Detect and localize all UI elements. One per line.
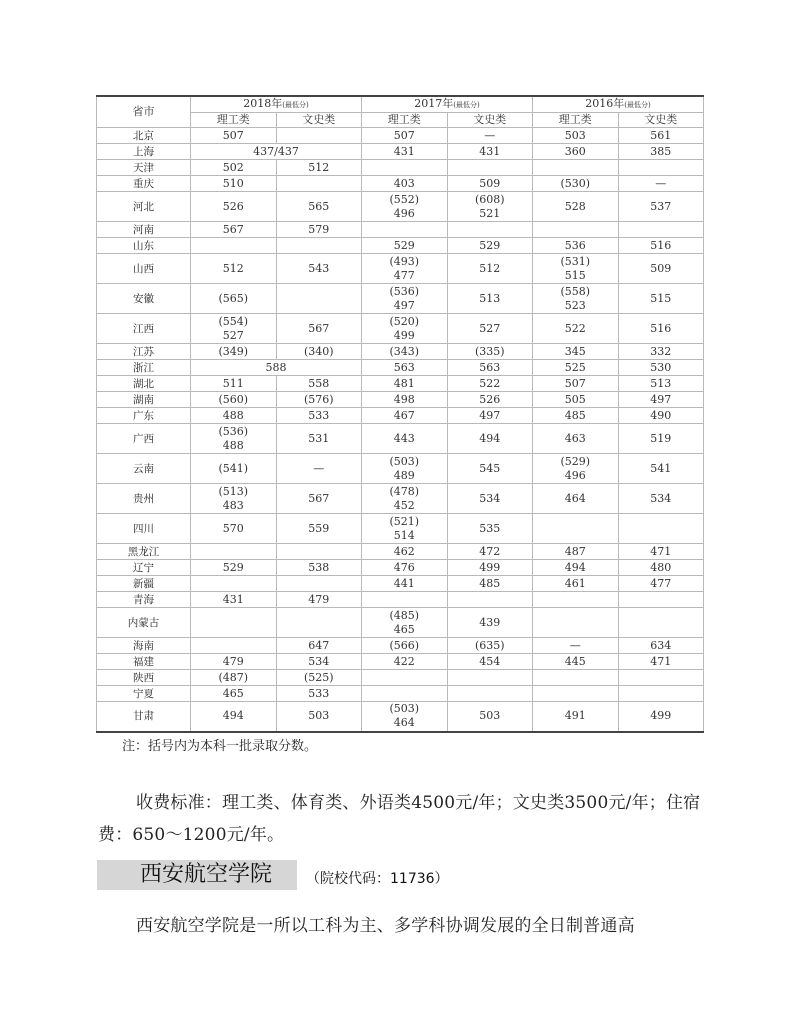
score-cell: 480 xyxy=(618,560,704,576)
score-cell: 471 xyxy=(618,544,704,560)
score-cell xyxy=(447,222,533,238)
province-cell: 内蒙古 xyxy=(97,608,191,638)
table-row xyxy=(97,702,704,732)
fee-standard-paragraph: 收费标准：理工类、体育类、外语类4500元/年；文史类3500元/年；住宿费：650～1200元/年。 xyxy=(98,793,701,845)
score-cell: 431 xyxy=(362,144,448,160)
score-cell xyxy=(276,128,362,144)
score-cell: (487) xyxy=(191,670,277,686)
score-cell xyxy=(533,670,619,686)
province-cell: 安徽 xyxy=(97,284,191,314)
score-cell: 579 xyxy=(276,222,362,238)
table-row xyxy=(97,608,704,638)
score-cell: (530) xyxy=(533,176,619,192)
score-cell: 499 xyxy=(447,560,533,576)
province-cell: 宁夏 xyxy=(97,686,191,702)
score-cell: 529 xyxy=(191,560,277,576)
province-cell: 湖南 xyxy=(97,392,191,408)
score-cell: 534 xyxy=(618,484,704,514)
score-cell: 528 xyxy=(533,192,619,222)
score-cell: (552) 496 xyxy=(362,192,448,222)
score-cell: (349) xyxy=(191,344,277,360)
table-row xyxy=(97,670,704,686)
year-header-2018 xyxy=(191,96,362,113)
score-cell: (531) 515 xyxy=(533,254,619,284)
admission-score-table xyxy=(96,95,704,733)
province-cell: 贵州 xyxy=(97,484,191,514)
score-cell: 511 xyxy=(191,376,277,392)
score-cell xyxy=(618,514,704,544)
score-cell: — xyxy=(276,454,362,484)
table-row xyxy=(97,144,704,160)
score-cell: 527 xyxy=(447,314,533,344)
school-code: （院校代码：11736） xyxy=(306,871,449,887)
province-header: 省市 xyxy=(97,96,191,128)
score-cell xyxy=(276,608,362,638)
subheader-science: 理工类 xyxy=(362,113,448,128)
score-cell: 509 xyxy=(618,254,704,284)
score-cell: (541) xyxy=(191,454,277,484)
score-cell: 499 xyxy=(618,702,704,732)
score-cell xyxy=(533,514,619,544)
province-cell: 广西 xyxy=(97,424,191,454)
score-cell xyxy=(533,160,619,176)
score-cell: (536) 497 xyxy=(362,284,448,314)
score-cell: 530 xyxy=(618,360,704,376)
score-cell: — xyxy=(447,128,533,144)
province-cell: 江苏 xyxy=(97,344,191,360)
score-cell: 360 xyxy=(533,144,619,160)
score-cell: 507 xyxy=(362,128,448,144)
score-cell: 494 xyxy=(191,702,277,732)
score-cell: (503) 464 xyxy=(362,702,448,732)
table-row xyxy=(97,176,704,192)
score-cell: 497 xyxy=(618,392,704,408)
table-row xyxy=(97,654,704,670)
score-cell: 533 xyxy=(276,686,362,702)
table-row xyxy=(97,560,704,576)
table-row xyxy=(97,192,704,222)
score-cell: 491 xyxy=(533,702,619,732)
table-row xyxy=(97,128,704,144)
score-cell: 439 xyxy=(447,608,533,638)
table-row xyxy=(97,454,704,484)
score-cell: (536) 488 xyxy=(191,424,277,454)
score-cell xyxy=(533,686,619,702)
subheader-science: 理工类 xyxy=(533,113,619,128)
province-cell: 浙江 xyxy=(97,360,191,376)
score-cell: 559 xyxy=(276,514,362,544)
score-cell: 516 xyxy=(618,314,704,344)
score-cell: 515 xyxy=(618,284,704,314)
score-cell xyxy=(533,222,619,238)
score-cell: — xyxy=(533,638,619,654)
score-cell: 533 xyxy=(276,408,362,424)
province-cell: 陕西 xyxy=(97,670,191,686)
score-cell: 565 xyxy=(276,192,362,222)
score-cell: 512 xyxy=(191,254,277,284)
score-cell: (520) 499 xyxy=(362,314,448,344)
subheader-arts: 文史类 xyxy=(447,113,533,128)
table-row xyxy=(97,360,704,376)
score-cell xyxy=(191,638,277,654)
year-note: (最低分) xyxy=(453,101,480,109)
school-title: 西安航空学院 xyxy=(140,862,273,887)
score-cell: (608) 521 xyxy=(447,192,533,222)
score-cell: 526 xyxy=(447,392,533,408)
score-cell: (478) 452 xyxy=(362,484,448,514)
province-cell: 云南 xyxy=(97,454,191,484)
score-cell: (525) xyxy=(276,670,362,686)
score-cell: 332 xyxy=(618,344,704,360)
table-row xyxy=(97,592,704,608)
score-cell: 497 xyxy=(447,408,533,424)
score-cell: 494 xyxy=(533,560,619,576)
score-cell: 525 xyxy=(533,360,619,376)
province-cell: 重庆 xyxy=(97,176,191,192)
score-cell: 345 xyxy=(533,344,619,360)
province-cell: 江西 xyxy=(97,314,191,344)
score-cell: 403 xyxy=(362,176,448,192)
province-cell: 福建 xyxy=(97,654,191,670)
score-cell xyxy=(618,222,704,238)
score-cell: 509 xyxy=(447,176,533,192)
score-cell: 563 xyxy=(447,360,533,376)
score-cell: 545 xyxy=(447,454,533,484)
score-cell: 479 xyxy=(191,654,277,670)
score-cell: 502 xyxy=(191,160,277,176)
score-cell: 535 xyxy=(447,514,533,544)
score-cell: 512 xyxy=(276,160,362,176)
score-cell: 507 xyxy=(191,128,277,144)
score-cell: 467 xyxy=(362,408,448,424)
score-cell xyxy=(362,222,448,238)
score-cell: 510 xyxy=(191,176,277,192)
table-row xyxy=(97,408,704,424)
score-cell: 479 xyxy=(276,592,362,608)
table-footnote: 注：括号内为本科一批录取分数。 xyxy=(122,739,318,754)
table-row xyxy=(97,392,704,408)
score-cell: 490 xyxy=(618,408,704,424)
province-cell: 北京 xyxy=(97,128,191,144)
score-cell: 543 xyxy=(276,254,362,284)
score-cell xyxy=(276,284,362,314)
year-header-2016 xyxy=(533,96,704,113)
province-cell: 新疆 xyxy=(97,576,191,592)
score-cell: 538 xyxy=(276,560,362,576)
score-cell: 462 xyxy=(362,544,448,560)
subheader-science: 理工类 xyxy=(191,113,277,128)
score-cell: 558 xyxy=(276,376,362,392)
score-cell xyxy=(362,160,448,176)
table-row xyxy=(97,576,704,592)
score-cell: 472 xyxy=(447,544,533,560)
score-cell: 541 xyxy=(618,454,704,484)
score-cell: 503 xyxy=(533,128,619,144)
score-cell xyxy=(276,176,362,192)
province-cell: 山西 xyxy=(97,254,191,284)
score-cell xyxy=(618,608,704,638)
score-cell xyxy=(362,670,448,686)
score-cell: (558) 523 xyxy=(533,284,619,314)
score-cell: 567 xyxy=(276,314,362,344)
year-note: (最低分) xyxy=(624,101,651,109)
score-cell: (554) 527 xyxy=(191,314,277,344)
score-cell: 454 xyxy=(447,654,533,670)
province-cell: 河南 xyxy=(97,222,191,238)
year-label: 2016年 xyxy=(585,97,625,110)
table-row xyxy=(97,314,704,344)
score-cell: 505 xyxy=(533,392,619,408)
score-cell xyxy=(533,608,619,638)
score-cell: 498 xyxy=(362,392,448,408)
score-cell-merged: 437/437 xyxy=(191,144,362,160)
score-cell: 519 xyxy=(618,424,704,454)
score-cell: 441 xyxy=(362,576,448,592)
score-cell: 431 xyxy=(191,592,277,608)
score-cell xyxy=(276,576,362,592)
score-cell: 522 xyxy=(533,314,619,344)
score-cell xyxy=(276,544,362,560)
score-cell xyxy=(447,686,533,702)
province-cell: 上海 xyxy=(97,144,191,160)
score-cell: 529 xyxy=(362,238,448,254)
score-cell xyxy=(191,238,277,254)
score-cell: 443 xyxy=(362,424,448,454)
table-row xyxy=(97,544,704,560)
score-cell xyxy=(191,576,277,592)
table-row xyxy=(97,344,704,360)
score-cell: 503 xyxy=(276,702,362,732)
subheader-arts: 文史类 xyxy=(618,113,704,128)
table-row xyxy=(97,222,704,238)
score-cell: 464 xyxy=(533,484,619,514)
score-cell: 531 xyxy=(276,424,362,454)
province-cell: 黑龙江 xyxy=(97,544,191,560)
score-cell: 634 xyxy=(618,638,704,654)
score-cell: 537 xyxy=(618,192,704,222)
score-cell: 503 xyxy=(447,702,533,732)
score-cell: 385 xyxy=(618,144,704,160)
score-cell xyxy=(447,670,533,686)
score-cell: 471 xyxy=(618,654,704,670)
score-cell: 422 xyxy=(362,654,448,670)
score-cell xyxy=(362,686,448,702)
score-cell: 465 xyxy=(191,686,277,702)
year-note: (最低分) xyxy=(282,101,309,109)
score-cell: — xyxy=(618,176,704,192)
province-cell: 甘肃 xyxy=(97,702,191,732)
score-cell: 561 xyxy=(618,128,704,144)
table-row xyxy=(97,238,704,254)
score-cell xyxy=(362,592,448,608)
score-cell: 516 xyxy=(618,238,704,254)
province-cell: 海南 xyxy=(97,638,191,654)
year-label: 2018年 xyxy=(243,97,283,110)
score-cell: 563 xyxy=(362,360,448,376)
subheader-arts: 文史类 xyxy=(276,113,362,128)
score-cell: 567 xyxy=(276,484,362,514)
province-cell: 青海 xyxy=(97,592,191,608)
table-row xyxy=(97,284,704,314)
province-cell: 天津 xyxy=(97,160,191,176)
score-cell: (565) xyxy=(191,284,277,314)
school-intro-paragraph: 西安航空学院是一所以工科为主、多学科协调发展的全日制普通高 xyxy=(136,916,635,936)
score-cell xyxy=(618,686,704,702)
score-cell: 526 xyxy=(191,192,277,222)
score-cell: 445 xyxy=(533,654,619,670)
score-cell: (343) xyxy=(362,344,448,360)
score-cell: 481 xyxy=(362,376,448,392)
score-cell: 485 xyxy=(447,576,533,592)
score-cell: 529 xyxy=(447,238,533,254)
score-cell xyxy=(618,670,704,686)
score-cell: 567 xyxy=(191,222,277,238)
score-cell: (335) xyxy=(447,344,533,360)
score-cell: (521) 514 xyxy=(362,514,448,544)
score-cell: (576) xyxy=(276,392,362,408)
score-cell: 494 xyxy=(447,424,533,454)
score-cell: 507 xyxy=(533,376,619,392)
score-cell: 463 xyxy=(533,424,619,454)
score-cell: 647 xyxy=(276,638,362,654)
score-cell: 512 xyxy=(447,254,533,284)
score-cell: 477 xyxy=(618,576,704,592)
province-cell: 辽宁 xyxy=(97,560,191,576)
province-cell: 广东 xyxy=(97,408,191,424)
score-cell: (513) 483 xyxy=(191,484,277,514)
score-cell: 476 xyxy=(362,560,448,576)
table-row xyxy=(97,160,704,176)
score-cell xyxy=(191,544,277,560)
score-cell: (485) 465 xyxy=(362,608,448,638)
score-cell xyxy=(191,608,277,638)
score-cell xyxy=(618,592,704,608)
score-cell: (566) xyxy=(362,638,448,654)
score-cell: (635) xyxy=(447,638,533,654)
table-body xyxy=(97,128,704,732)
score-cell: 570 xyxy=(191,514,277,544)
score-cell: 487 xyxy=(533,544,619,560)
score-cell: 513 xyxy=(618,376,704,392)
table-row xyxy=(97,686,704,702)
province-cell: 湖北 xyxy=(97,376,191,392)
score-cell xyxy=(276,238,362,254)
table-row xyxy=(97,638,704,654)
score-cell: (529) 496 xyxy=(533,454,619,484)
province-cell: 山东 xyxy=(97,238,191,254)
score-cell: 534 xyxy=(447,484,533,514)
score-cell xyxy=(447,592,533,608)
year-label: 2017年 xyxy=(414,97,454,110)
score-cell: (340) xyxy=(276,344,362,360)
score-cell: 534 xyxy=(276,654,362,670)
score-cell: 513 xyxy=(447,284,533,314)
table-row xyxy=(97,424,704,454)
province-cell: 河北 xyxy=(97,192,191,222)
table-row xyxy=(97,484,704,514)
score-cell xyxy=(533,592,619,608)
score-cell: 461 xyxy=(533,576,619,592)
score-cell: 522 xyxy=(447,376,533,392)
score-cell: (560) xyxy=(191,392,277,408)
score-cell-merged: 588 xyxy=(191,360,362,376)
score-cell: 485 xyxy=(533,408,619,424)
score-cell xyxy=(447,160,533,176)
score-cell: 536 xyxy=(533,238,619,254)
score-cell: (503) 489 xyxy=(362,454,448,484)
score-cell xyxy=(618,160,704,176)
province-cell: 四川 xyxy=(97,514,191,544)
table-row xyxy=(97,376,704,392)
table-row xyxy=(97,514,704,544)
table-row xyxy=(97,254,704,284)
score-cell: 488 xyxy=(191,408,277,424)
year-header-2017 xyxy=(362,96,533,113)
score-cell: (493) 477 xyxy=(362,254,448,284)
score-cell: 431 xyxy=(447,144,533,160)
